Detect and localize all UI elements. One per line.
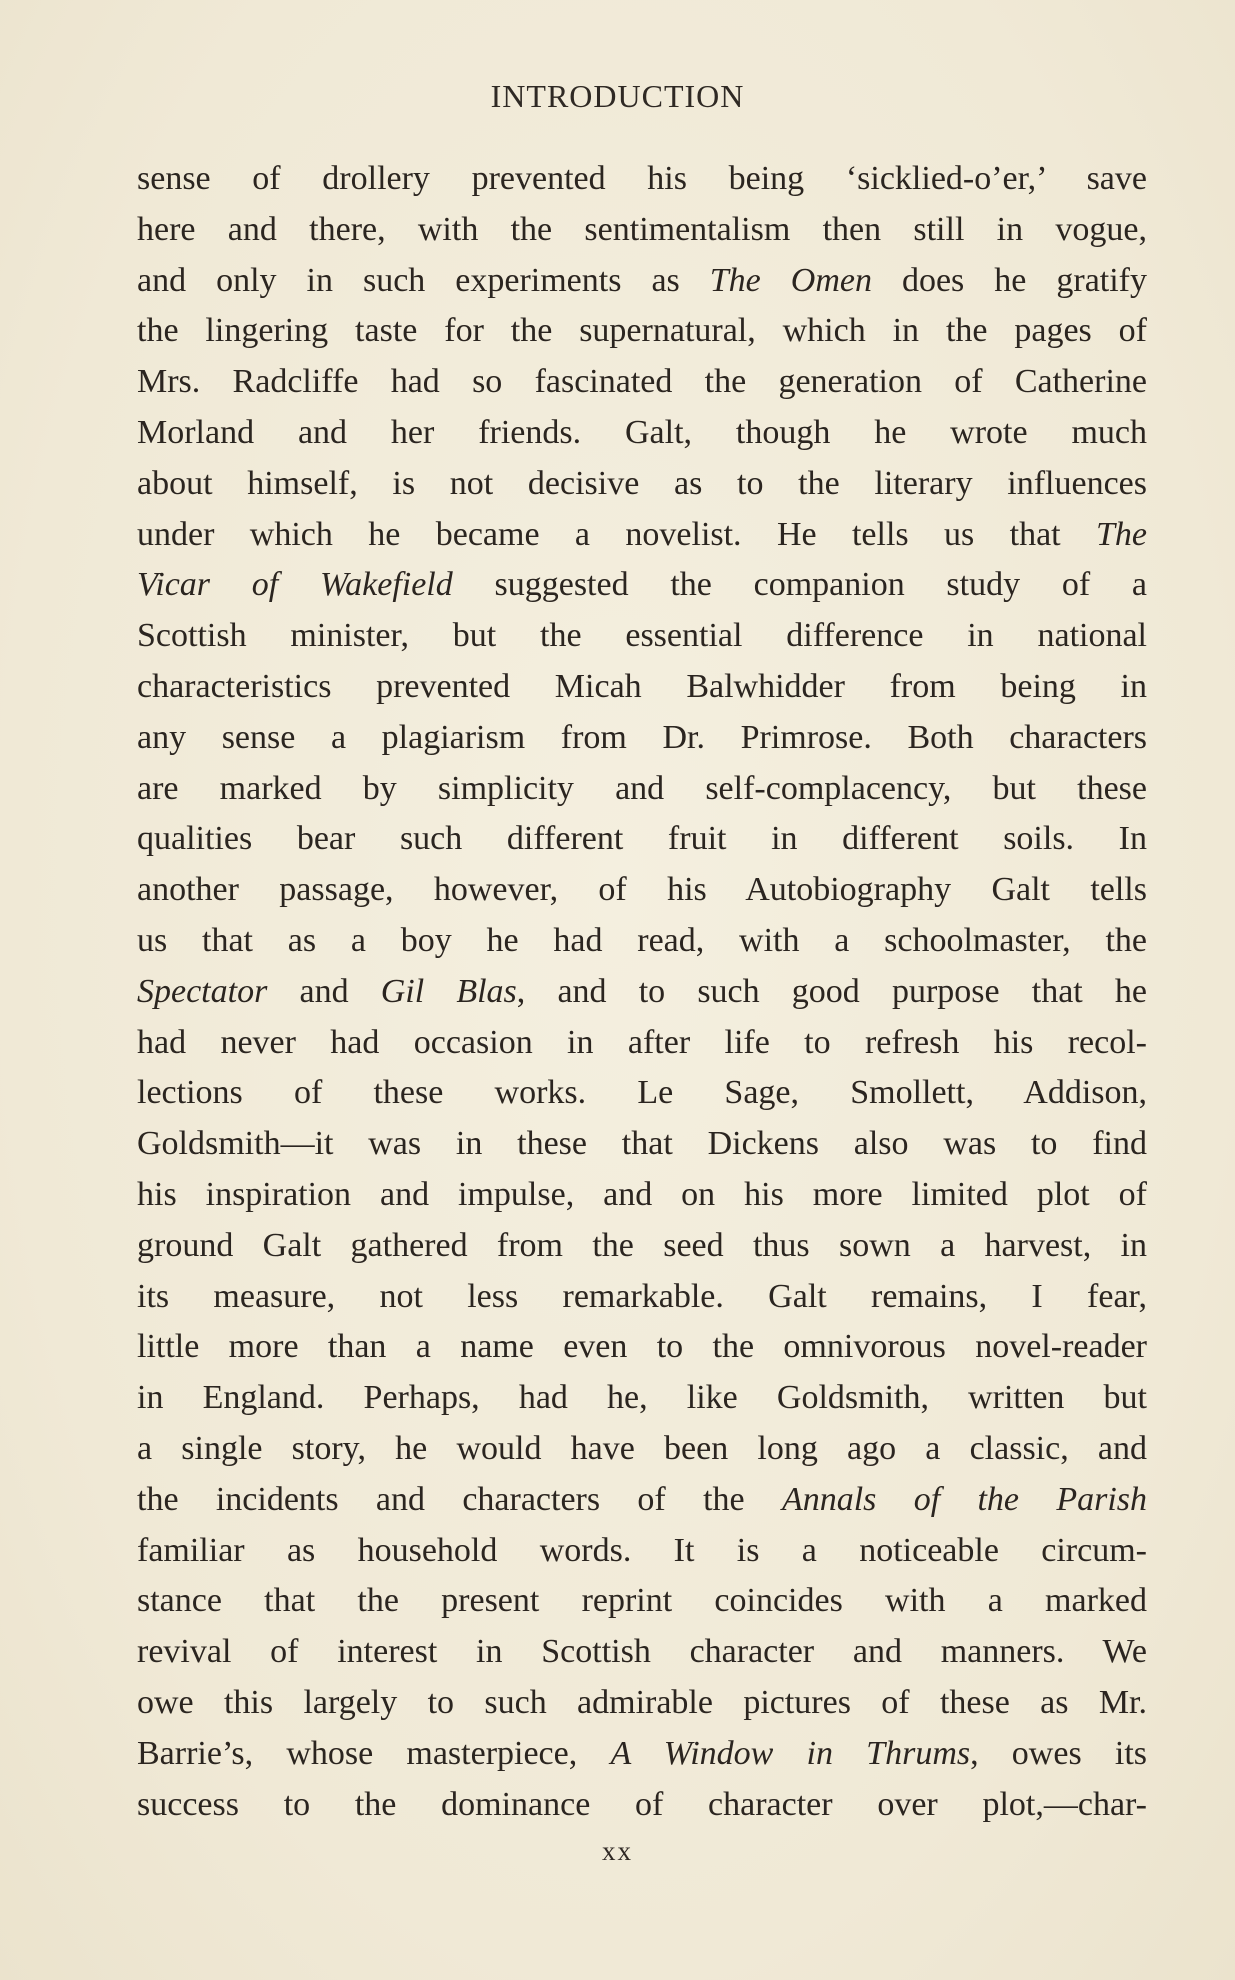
text-line <box>137 1272 1147 1323</box>
text-segment: , owes its <box>970 1734 1147 1772</box>
text-line <box>137 408 1147 459</box>
text-segment: and only in such experiments as <box>137 261 710 299</box>
text-line <box>137 1729 1147 1780</box>
text-segment: little more than a name even to the omnivorous novel-reader <box>137 1328 1147 1366</box>
text-line <box>137 1170 1147 1221</box>
text-segment: sense of drollery prevented his being ‘sicklied-o’er,’ save <box>137 160 1147 197</box>
text-line <box>137 1475 1147 1526</box>
text-segment: a single story, he would have been long ago a classic, and <box>137 1429 1147 1467</box>
text-line <box>137 1627 1147 1678</box>
text-segment: Morland and her friends. Galt, though he wrote much <box>137 413 1147 451</box>
text-line <box>137 1576 1147 1627</box>
text-segment: us that as a boy he had read, with a schoolmaster, the <box>137 921 1147 959</box>
text-line <box>137 306 1147 357</box>
text-segment: and <box>267 972 381 1010</box>
italic-title: Annals of the Parish <box>781 1480 1148 1518</box>
text-segment: the lingering taste for the supernatural, which in the pages of <box>137 312 1147 350</box>
text-line <box>137 814 1147 865</box>
italic-title: Spectator <box>137 972 268 1010</box>
text-segment: does he gratify <box>871 261 1147 299</box>
text-line <box>137 1018 1147 1069</box>
text-segment: under which he became a novelist. He tells us that <box>137 515 1096 553</box>
text-segment: ground Galt gathered from the seed thus sown a harvest, in <box>137 1226 1147 1264</box>
italic-title: Vicar of Wakefield <box>137 566 453 604</box>
text-segment: familiar as household words. It is a noticeable circum- <box>137 1531 1147 1569</box>
text-segment: here and there, with the sentimentalism then still in vogue, <box>137 210 1147 248</box>
text-segment: stance that the present reprint coincides with a marked <box>137 1582 1147 1620</box>
text-segment: any sense a plagiarism from Dr. Primrose. Both characters <box>137 718 1147 756</box>
text-line <box>137 865 1147 916</box>
text-line <box>137 1780 1147 1831</box>
text-line <box>137 1119 1147 1170</box>
text-line <box>137 357 1147 408</box>
text-segment: Barrie’s, whose masterpiece, <box>137 1734 611 1772</box>
italic-title: A Window in Thrums <box>610 1734 971 1772</box>
text-line <box>137 1322 1147 1373</box>
text-segment: about himself, is not decisive as to the literary influences <box>137 464 1147 502</box>
text-line <box>137 1526 1147 1577</box>
text-line <box>137 459 1147 510</box>
text-segment: the incidents and characters of the <box>137 1480 782 1518</box>
text-segment: Scottish minister, but the essential difference in national <box>137 617 1147 655</box>
text-segment: had never had occasion in after life to refresh his recol- <box>137 1023 1147 1061</box>
text-line <box>137 916 1147 967</box>
text-segment: revival of interest in Scottish character and manners. We <box>137 1633 1147 1671</box>
text-segment: Goldsmith—it was in these that Dickens also was to find <box>137 1125 1147 1163</box>
text-line <box>137 154 1147 205</box>
text-segment: lections of these works. Le Sage, Smollett, Addison, <box>137 1074 1147 1112</box>
text-line <box>137 764 1147 815</box>
text-segment: Mrs. Radcliffe had so fascinated the generation of Catherine <box>137 363 1147 401</box>
body-text <box>137 154 1147 1830</box>
italic-title: The Omen <box>709 261 872 299</box>
text-line <box>137 713 1147 764</box>
running-head: INTRODUCTION <box>490 78 745 114</box>
text-line <box>137 1678 1147 1729</box>
italic-title: The <box>1096 515 1147 553</box>
text-segment: another passage, however, of his Autobiography Galt tells <box>137 871 1147 909</box>
text-line <box>137 662 1147 713</box>
text-line <box>137 1221 1147 1272</box>
text-segment: its measure, not less remarkable. Galt remains, I fear, <box>137 1277 1147 1315</box>
italic-title: Gil Blas <box>380 972 517 1010</box>
text-segment: in England. Perhaps, had he, like Goldsmith, written but <box>137 1379 1147 1417</box>
text-segment: are marked by simplicity and self-complacency, but these <box>137 769 1147 807</box>
text-line <box>137 560 1147 611</box>
text-segment: suggested the companion study of a <box>452 566 1147 604</box>
text-segment: success to the dominance of character over plot,—char- <box>137 1785 1147 1823</box>
text-segment: characteristics prevented Micah Balwhidder from being in <box>137 667 1147 705</box>
text-segment: his inspiration and impulse, and on his more limited plot of <box>137 1175 1147 1213</box>
text-line <box>137 1424 1147 1475</box>
text-segment: owe this largely to such admirable pictures of these as Mr. <box>137 1683 1147 1721</box>
text-line <box>137 256 1147 307</box>
text-line <box>137 611 1147 662</box>
text-line <box>137 1068 1147 1119</box>
text-line <box>137 510 1147 561</box>
page-number: xx <box>602 1836 633 1866</box>
text-line <box>137 1373 1147 1424</box>
text-segment: qualities bear such different fruit in different soils. In <box>137 820 1147 858</box>
text-line <box>137 967 1147 1018</box>
text-segment: , and to such good purpose that he <box>516 972 1148 1010</box>
text-line <box>137 205 1147 256</box>
